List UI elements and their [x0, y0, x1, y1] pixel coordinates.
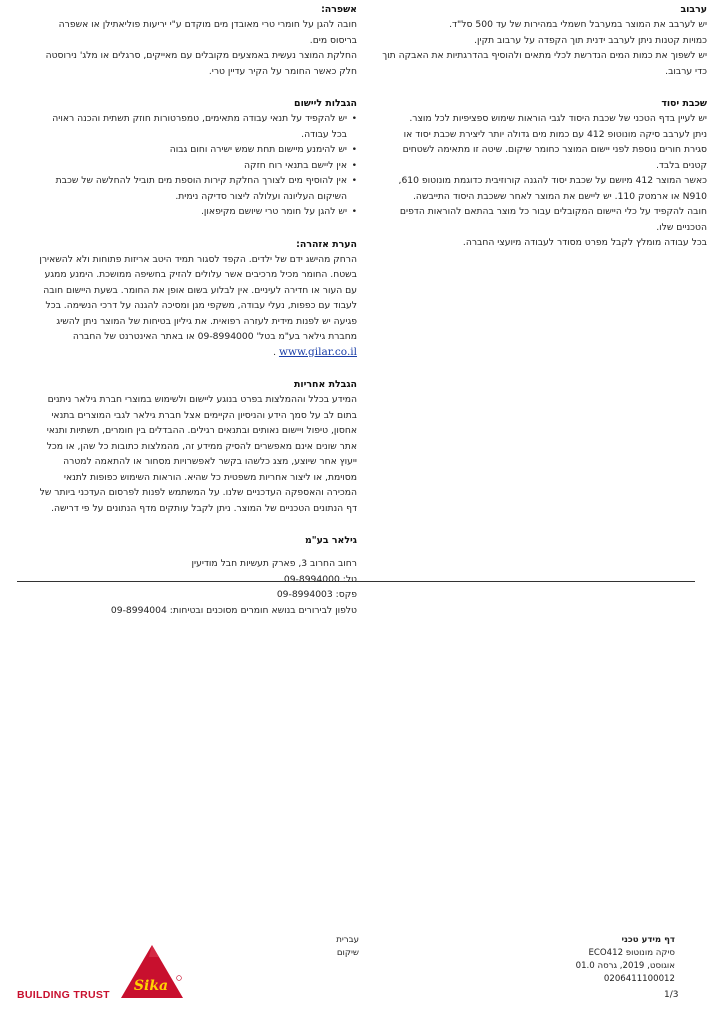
right-column	[379, 2, 707, 251]
brand-tagline: BUILDING TRUST	[17, 989, 110, 1001]
foundation-title: שכבת יסוד	[661, 98, 707, 109]
footer-doc-info	[545, 934, 675, 986]
list-item: • אין ליישם בתנאי רוח חזקה	[39, 158, 357, 174]
footer-date-version: אוגוסט, 2019, גרסה 01.0	[575, 961, 675, 971]
mixing-title: ערבוב	[680, 4, 707, 15]
list-item: • אין להוסיף מים לצורך החלקת קירות הוספת מים תוביל להחלשה של שכבת השיקום העליונה ועלולה ליצור סדיקה נימית.	[39, 173, 357, 204]
left-column	[39, 2, 357, 618]
list-item: • יש להגן על חומר טרי שיושם מקיפאון.	[39, 204, 357, 220]
sika-logo-icon	[119, 943, 185, 999]
warning-end: .	[273, 346, 277, 358]
warning-body: הרחק מהישג ידם של ילדים. הקפד לסגור תמיד היטב אריזות פתוחות ולא להשאירן בשטח. החומר מכיל מרכיבים אשר עלולים להזיק בחשיפה ממושכת. הימנע ממגע עם העור או חדירה לעיניים. אין לבלוע בשום אופן את החומר. בשעת היישום חובה לעבוד עם כפפות, נעלי עבודה, משקפי מגן ומסיכה להגנה על דרכי הנשימה. בכל פגיעה יש לפנות מידית לעזרה רפואית. את גיליון בטיחות של המוצר ניתן להשיג מחברת גילאר בע"מ בטל' 09-8994000 או באתר האינטרנט של החברה	[39, 253, 357, 342]
footer-doc-number: 0206411100012	[603, 974, 675, 984]
curing-title: אשפרה:	[321, 4, 357, 15]
footer-doc-title: דף מידע טכני	[621, 935, 675, 945]
foundation-line: בכל עבודה מומלץ לקבל מפרט מסודר לעבודה מיועצי החברה.	[462, 237, 707, 248]
company-address: רחוב החרוב 3, פארק תעשיות חבל מודיעין	[191, 558, 357, 569]
company-hazmat-phone: טלפון לבירורים בנושא חומרים מסוכנים ובטיחות: 09-8994004	[110, 604, 357, 616]
warning-text	[39, 252, 357, 361]
logo-highlight	[149, 945, 159, 957]
curing-line: חובה להגן על חומרי טרי מאובדן מים מוקדם ע"י יריעות פוליאתילן או אשפרה בריסוס מים.	[58, 19, 357, 46]
company-title: גילאר בע"מ	[305, 535, 357, 546]
logo-text: Sika	[133, 978, 169, 994]
company-website-link[interactable]: www.gilar.co.il	[278, 345, 357, 358]
liability-title: הגבלת אחריות	[294, 379, 357, 390]
footer-lang-info	[299, 934, 359, 960]
foundation-line: יש לעיין בדף הטכני של שכבת היסוד לגבי הוראות שימוש ספציפיות לכל מוצר.	[409, 113, 707, 124]
foundation-line: חובה להקפיד על כלי היישום המקובלים עבור כל מוצר בהתאם להוראות הדפים הטכניים שלו.	[399, 206, 707, 233]
registered-mark-icon	[177, 976, 182, 981]
company-fax: פקס: 09-8994003	[276, 589, 357, 600]
page-number: 1/3	[664, 990, 679, 1000]
warning-title: הערת אזהרה:	[296, 238, 357, 250]
curing-line: החלקת המוצר נעשית באמצעים מקובלים עם מאייקים, סרגלים או מלג' נירוסטה חלק כאשר החומר על הקיר עדיין טרי.	[45, 50, 357, 77]
foundation-line: ניתן לערבב סיקה מונוטופ 412 עם כמות מים גדולה יותר ליצירת שכבת יסוד או סגירת חורים נוספת לפני יישום המוצר כחומר שיקום. שיטה זו מתאימה לשטחים קטנים בלבד.	[402, 128, 707, 171]
mixing-line: כמויות קטנות ניתן לערבב ידנית תוך הקפדה על ערבוב תקין.	[474, 34, 707, 46]
application-limits-list	[39, 111, 357, 220]
section-divider	[17, 581, 695, 582]
company-phone: טל: 09-8994000	[283, 573, 357, 585]
list-item: • יש להימנע מיישום תחת שמש ישירה וחום גבוה	[39, 142, 357, 158]
footer-language: עברית	[336, 935, 359, 945]
footer-product: סיקה מונוטופ ECO412	[588, 948, 675, 958]
footer-category: שיקום	[336, 948, 359, 958]
foundation-line: כאשר המוצר 412 מיושם על שכבת יסוד להגנה קורוזיבית כדוגמת מונוטופ 610, N910 או ארמטק 110. יש ליישם את המוצר לאחר ששכבת היסוד התייבשה.	[398, 175, 707, 202]
liability-text: המידע בכלל וההמלצות בפרט בנוגע ליישום ולשימוש במוצרי חברת גילאר ניתנים בתום לב על סמך הידע והניסיון הקיימים אצל חברת גילאר לגבי המוצרים בתנאי אחסון, טיפול ויישום נאותים ובתנאים רגילים. ההבדלים בין חומרים, תשתיות ותנאי אתר שונים אינם מאפשרים להסיק ממידע זה, מהמלצות כתובות כל שהן, או מכל ייעוץ אחר שיוצע, מצג כלשהו בקשר לאפשרויות מסחור או להתאמה למטרה מסוימת, או ליצור אחריות משפטית כל שהיא. הוראות השימוש כפופות לתנאי המכירה והאספקה העדכניים שלנו. על המשתמש לפנות לפרסום העדכני ביותר של דף הנתונים הטכניים של המוצר. ניתן לקבל עותקים מדף הנתונים על פי דרישה.	[39, 394, 357, 514]
list-item: • יש להקפיד על תנאי עבודה מתאימים, טמפרטורות חוזק תשתית והכנה ראויה בכל עבודה.	[39, 111, 357, 142]
mixing-line: יש לערבב את המוצר במערבל חשמלי במהירות של עד 500 סל"ד.	[449, 19, 707, 30]
mixing-line: יש לשפוך את כמות המים הנדרשת לכלי מתאים ולהוסיף בהדרגתיות את האבקה תוך כדי ערבוב.	[382, 50, 707, 77]
application-limits-title: הגבלות ליישום	[294, 98, 357, 109]
